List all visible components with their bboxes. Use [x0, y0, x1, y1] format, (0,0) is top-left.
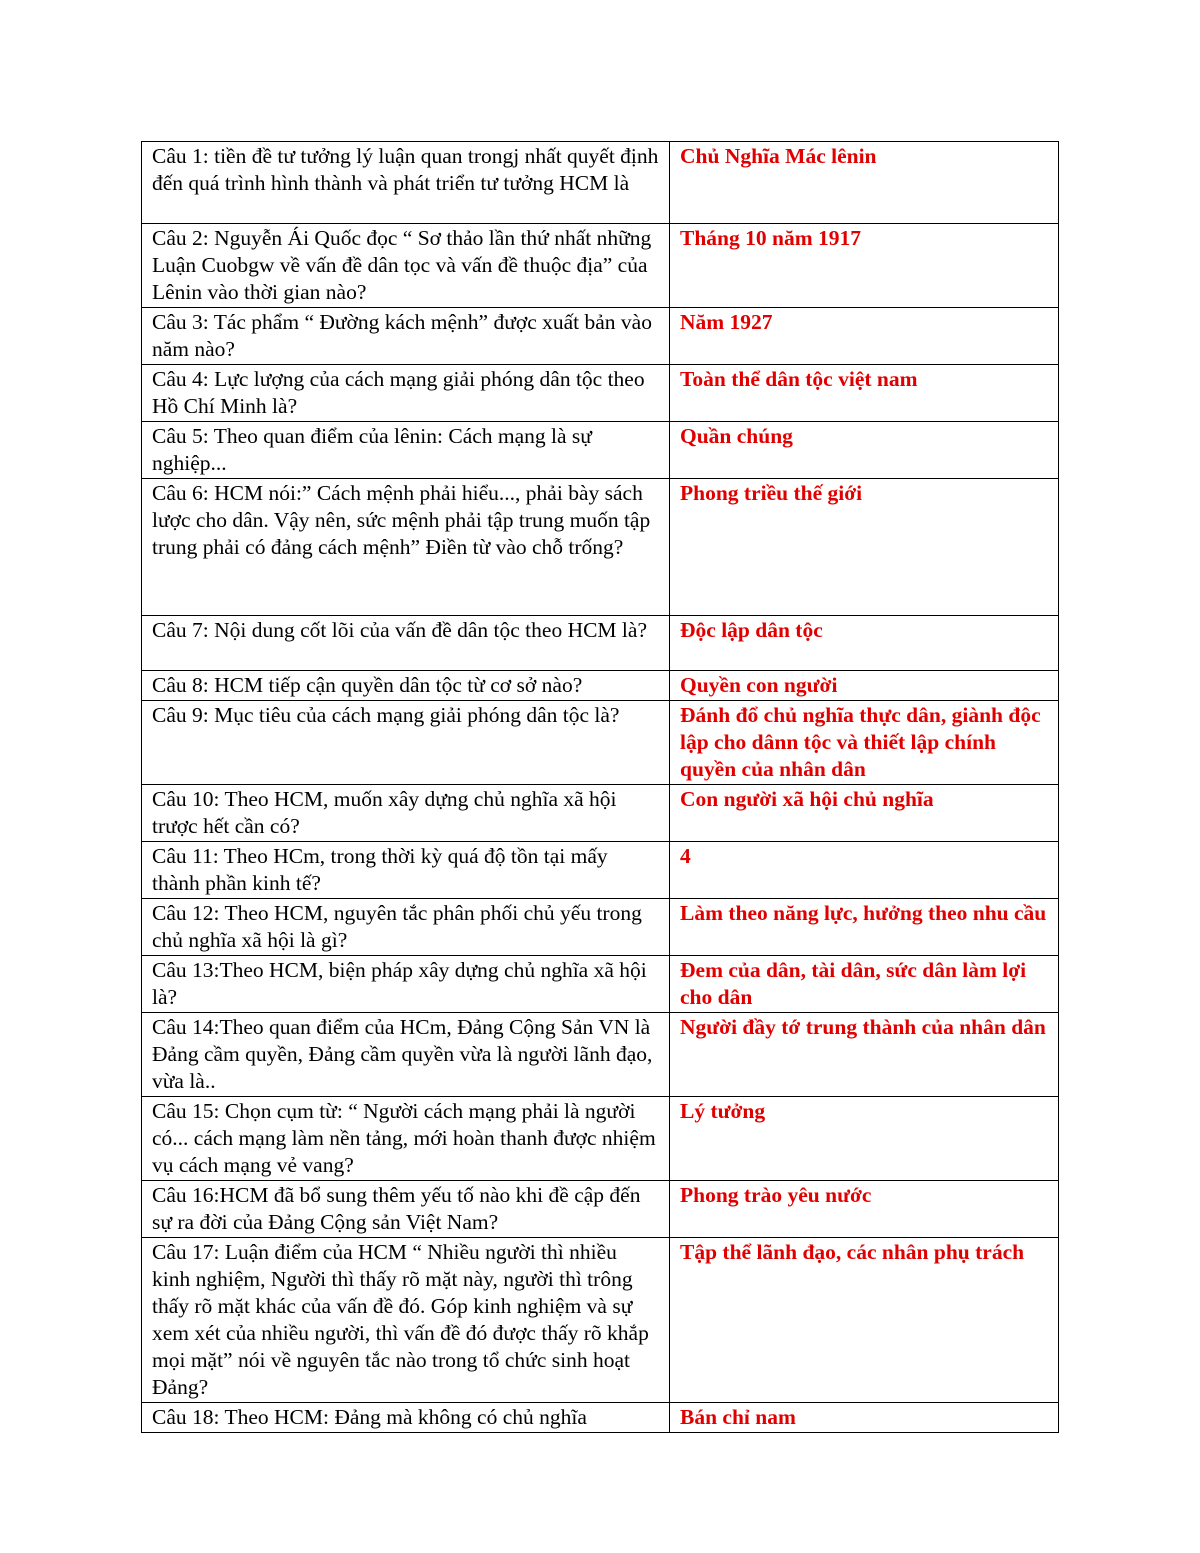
table-row: [142, 842, 1059, 899]
answer-cell: Làm theo năng lực, hưởng theo nhu cầu: [670, 899, 1059, 956]
question-cell: Câu 14:Theo quan điểm của HCm, Đảng Cộng Sản VN là Đảng cầm quyền, Đảng cầm quyền vừa là người lãnh đạo, vừa là..: [142, 1013, 670, 1097]
table-row: [142, 899, 1059, 956]
question-cell: Câu 3: Tác phẩm “ Đường kách mệnh” được xuất bản vào năm nào?: [142, 308, 670, 365]
answer-cell: Toàn thể dân tộc việt nam: [670, 365, 1059, 422]
table-row: [142, 1403, 1059, 1433]
question-cell: Câu 10: Theo HCM, muốn xây dựng chủ nghĩa xã hội trược hết cần có?: [142, 785, 670, 842]
answer-cell: Độc lập dân tộc: [670, 616, 1059, 671]
question-cell: Câu 4: Lực lượng của cách mạng giải phóng dân tộc theo Hồ Chí Minh là?: [142, 365, 670, 422]
table-row: [142, 1097, 1059, 1181]
answer-cell: Bán chỉ nam: [670, 1403, 1059, 1433]
table-row: [142, 671, 1059, 701]
answer-cell: 4: [670, 842, 1059, 899]
table-row: [142, 1013, 1059, 1097]
table-row: [142, 1181, 1059, 1238]
answer-cell: Tháng 10 năm 1917: [670, 224, 1059, 308]
question-cell: Câu 17: Luận điểm của HCM “ Nhiều người thì nhiều kinh nghiệm, Người thì thấy rõ mặt này, người thì trông thấy rõ mặt khác của vấn đề đó. Góp kinh nghiệm và sự xem xét của nhiều người, thì vấn đề đó được thấy rõ khắp mọi mặt” nói về nguyên tắc nào trong tổ chức sinh hoạt Đảng?: [142, 1238, 670, 1403]
answer-cell: Lý tưởng: [670, 1097, 1059, 1181]
answer-cell: Con người xã hội chủ nghĩa: [670, 785, 1059, 842]
answer-cell: Quần chúng: [670, 422, 1059, 479]
table-row: [142, 142, 1059, 224]
table-row: [142, 422, 1059, 479]
table-row: [142, 785, 1059, 842]
answer-cell: Tập thể lãnh đạo, các nhân phụ trách: [670, 1238, 1059, 1403]
question-cell: Câu 12: Theo HCM, nguyên tắc phân phối chủ yếu trong chủ nghĩa xã hội là gì?: [142, 899, 670, 956]
question-cell: Câu 9: Mục tiêu của cách mạng giải phóng dân tộc là?: [142, 701, 670, 785]
question-cell: Câu 18: Theo HCM: Đảng mà không có chủ nghĩa: [142, 1403, 670, 1433]
question-cell: Câu 5: Theo quan điểm của lênin: Cách mạng là sự nghiệp...: [142, 422, 670, 479]
answer-cell: Người đầy tớ trung thành của nhân dân: [670, 1013, 1059, 1097]
question-cell: Câu 13:Theo HCM, biện pháp xây dựng chủ nghĩa xã hội là?: [142, 956, 670, 1013]
table-row: [142, 616, 1059, 671]
question-cell: Câu 6: HCM nói:” Cách mệnh phải hiểu..., phải bày sách lược cho dân. Vậy nên, sức mệnh phải tập trung muốn tập trung phải có đảng cách mệnh” Điền từ vào chỗ trống?: [142, 479, 670, 616]
table-row: [142, 365, 1059, 422]
table-row: [142, 224, 1059, 308]
table-row: [142, 308, 1059, 365]
question-cell: Câu 15: Chọn cụm từ: “ Người cách mạng phải là người có... cách mạng làm nền tảng, mới hoàn thanh được nhiệm vụ cách mạng vẻ vang?: [142, 1097, 670, 1181]
table-row: [142, 701, 1059, 785]
answer-cell: Đánh đổ chủ nghĩa thực dân, giành độc lập cho dânn tộc và thiết lập chính quyền của nhân dân: [670, 701, 1059, 785]
table-row: [142, 956, 1059, 1013]
answer-cell: Đem của dân, tài dân, sức dân làm lợi cho dân: [670, 956, 1059, 1013]
answer-cell: Năm 1927: [670, 308, 1059, 365]
answer-cell: Phong triều thế giới: [670, 479, 1059, 616]
question-cell: Câu 16:HCM đã bổ sung thêm yếu tố nào khi đề cập đến sự ra đời của Đảng Cộng sản Việt Nam?: [142, 1181, 670, 1238]
question-answer-table: [141, 141, 1059, 1433]
answer-cell: Phong trào yêu nước: [670, 1181, 1059, 1238]
table-row: [142, 1238, 1059, 1403]
answer-cell: Quyền con người: [670, 671, 1059, 701]
question-cell: Câu 1: tiền đề tư tưởng lý luận quan trongj nhất quyết định đến quá trình hình thành và phát triển tư tưởng HCM là: [142, 142, 670, 224]
question-cell: Câu 8: HCM tiếp cận quyền dân tộc từ cơ sở nào?: [142, 671, 670, 701]
table-row: [142, 479, 1059, 616]
question-cell: Câu 11: Theo HCm, trong thời kỳ quá độ tồn tại mấy thành phần kinh tế?: [142, 842, 670, 899]
question-cell: Câu 2: Nguyễn Ái Quốc đọc “ Sơ thảo lần thứ nhất những Luận Cuobgw về vấn đề dân tọc và vấn đề thuộc địa” của Lênin vào thời gian nào?: [142, 224, 670, 308]
table-body: [142, 142, 1059, 1433]
answer-cell: Chủ Nghĩa Mác lênin: [670, 142, 1059, 224]
question-cell: Câu 7: Nội dung cốt lõi của vấn đề dân tộc theo HCM là?: [142, 616, 670, 671]
